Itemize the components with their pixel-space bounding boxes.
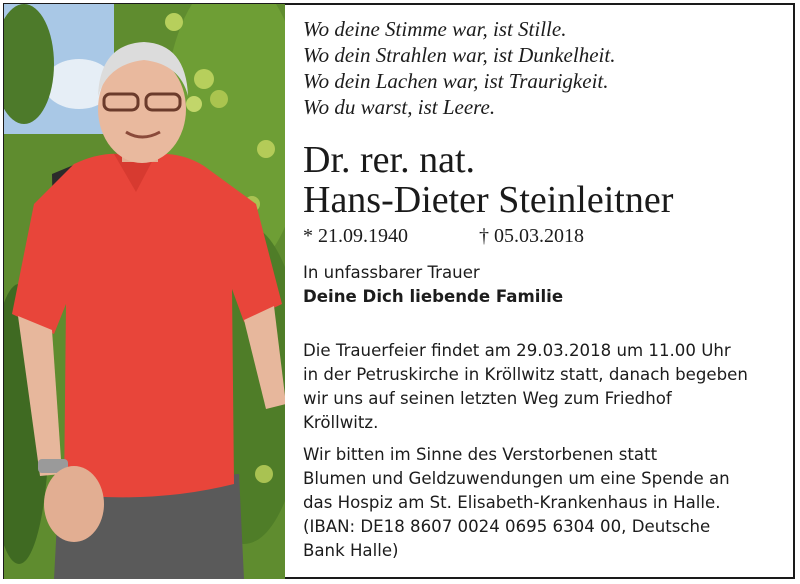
- apple: [257, 140, 275, 158]
- poem-line: Wo du warst, ist Leere.: [303, 95, 496, 119]
- funeral-line: Kröllwitz.: [303, 413, 379, 432]
- hand-left: [44, 466, 104, 542]
- poem-line: Wo deine Stimme war, ist Stille.: [303, 17, 567, 41]
- portrait-photo: [4, 4, 285, 579]
- donation-request: [303, 443, 793, 563]
- apple: [210, 90, 228, 108]
- request-line: Wir bitten im Sinne des Verstorbenen statt: [303, 445, 658, 464]
- funeral-line: Die Trauerfeier findet am 29.03.2018 um 11.00 Uhr: [303, 341, 731, 360]
- funeral-line: wir uns auf seinen letzten Weg zum Friedhof: [303, 389, 672, 408]
- deceased-name-block: [303, 140, 783, 220]
- poem-line: Wo dein Strahlen war, ist Dunkelheit.: [303, 43, 616, 67]
- funeral-line: in der Petruskirche in Kröllwitz statt, danach begeben: [303, 365, 748, 384]
- academic-title: Dr. rer. nat.: [303, 139, 476, 181]
- mourning-line: In unfassbarer Trauer: [303, 263, 480, 282]
- funeral-notice: [303, 339, 793, 435]
- poem: [303, 16, 783, 120]
- apple: [165, 13, 183, 31]
- life-dates: [303, 224, 783, 248]
- apple: [186, 96, 202, 112]
- request-line: (IBAN: DE18 8607 0024 0695 6304 00, Deutsche: [303, 517, 711, 536]
- request-line: das Hospiz am St. Elisabeth-Krankenhaus in Halle.: [303, 493, 721, 512]
- apple: [255, 465, 273, 483]
- apple: [194, 69, 214, 89]
- family-signature: Deine Dich liebende Familie: [303, 287, 564, 306]
- death-date: † 05.03.2018: [479, 225, 584, 247]
- request-line: Blumen und Geldzuwendungen um eine Spende an: [303, 469, 730, 488]
- request-line: Bank Halle): [303, 541, 399, 560]
- mourning-signature: [303, 261, 793, 309]
- poem-line: Wo dein Lachen war, ist Traurigkeit.: [303, 69, 609, 93]
- deceased-name: Hans-Dieter Steinleitner: [303, 179, 674, 221]
- portrait-illustration: [4, 4, 285, 579]
- birth-date: * 21.09.1940: [303, 225, 408, 247]
